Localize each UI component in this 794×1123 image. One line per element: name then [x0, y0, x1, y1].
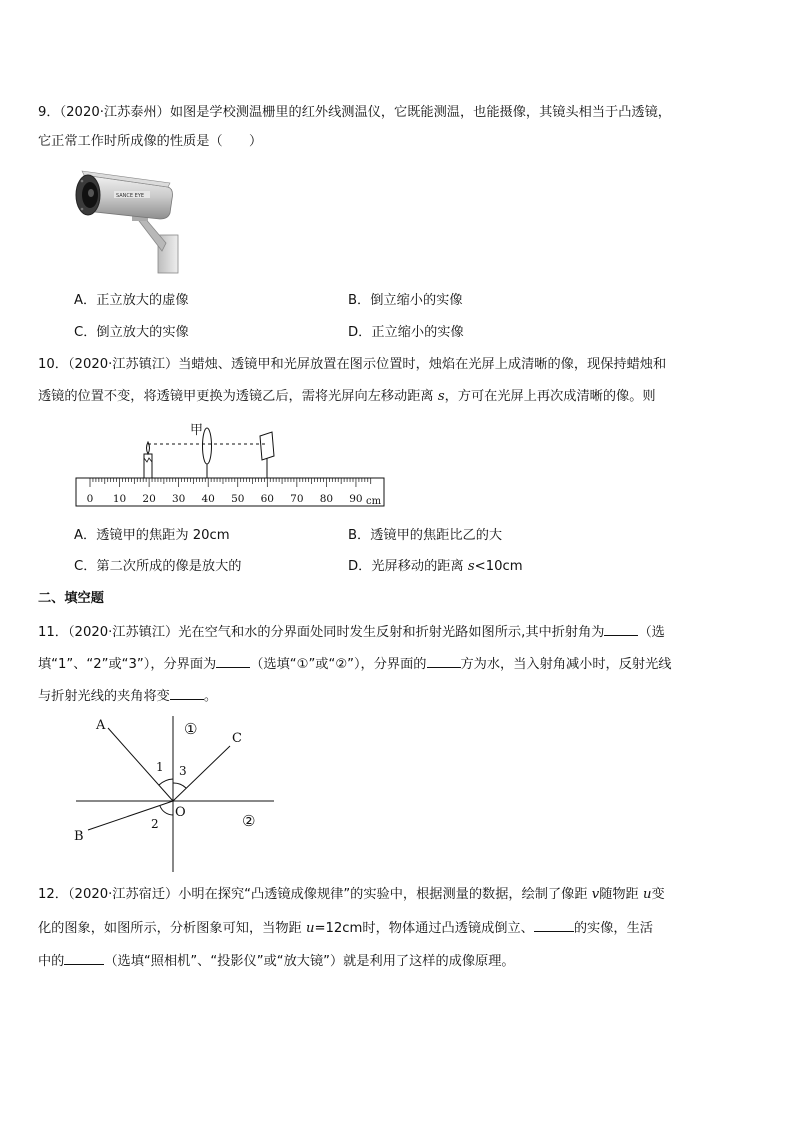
q12-line1-a: 小明在探究“凸透镜成像规律”的实验中，根据测量的数据，绘制了像距 [178, 887, 592, 902]
q10-option-d-pre: D．光屏移动的距离 [348, 559, 468, 574]
q11-line3-b: 。 [203, 689, 218, 704]
q10-source: （2020·江苏镇江） [67, 357, 179, 372]
ruler-labels [87, 493, 363, 505]
ruler-tick-label: 30 [171, 493, 186, 505]
ruler-tick-label: 60 [260, 493, 274, 505]
q11-line2-b: （选填“①”或“②”），分界面的 [250, 657, 427, 672]
q11-line1 [38, 621, 665, 643]
q12-line2-c: 的实像，生活 [573, 921, 653, 936]
ruler-tick-label: 40 [201, 493, 215, 505]
q12-line1-b: 随物距 [599, 887, 643, 902]
q9-line2 [38, 132, 262, 152]
q9-line1-text: 如图是学校测温栅里的红外线测温仪，它既能测温，也能摄像，其镜头相当于凸透镜， [169, 105, 671, 120]
q9-option-a: A．正立放大的虚像 [74, 293, 189, 308]
label-angle-2: 2 [151, 817, 159, 831]
q12-line3 [38, 950, 515, 972]
q9-option-b: B．倒立缩小的实像 [348, 293, 463, 308]
q11-source: （2020·江苏镇江） [67, 625, 179, 640]
angle-3-arc [173, 783, 186, 788]
ruler-ticks [90, 478, 371, 487]
q12-line3-a: 中的 [38, 954, 65, 969]
candle [144, 442, 152, 478]
q12-blank-2[interactable] [64, 950, 104, 965]
q11-number: 11． [38, 625, 68, 640]
label-c: C [232, 731, 242, 746]
label-region-1: ① [184, 720, 198, 738]
q11-blank-3[interactable] [427, 653, 461, 668]
angle-1-arc [159, 779, 173, 785]
lens-label: 甲 [190, 423, 204, 438]
q10-option-d [348, 557, 523, 577]
label-angle-1: 1 [156, 760, 164, 774]
q10-line1 [38, 355, 666, 375]
q12-line1 [38, 885, 665, 905]
q10-line2-post: ，方可在光屏上再次成清晰的像。则 [444, 389, 656, 404]
ruler-tick-label: 90 [349, 493, 363, 505]
q12-line2-b: =12cm时，物体通过凸透镜成倒立、 [314, 921, 534, 936]
q9-number: 9． [38, 105, 60, 120]
q12-blank-1[interactable] [534, 917, 574, 932]
ray-ob [88, 801, 173, 830]
q10-line2-pre: 透镜的位置不变，将透镜甲更换为透镜乙后，需将光屏向左移动距离 [38, 389, 438, 404]
q10-option-d-var: s [467, 559, 475, 574]
q10-var-s: s [437, 389, 445, 404]
ruler-tick-label: 70 [290, 493, 304, 505]
label-o: O [175, 805, 186, 820]
angle-2-arc [160, 806, 173, 815]
label-region-2: ② [242, 812, 256, 830]
q9-line2-text: 它正常工作时所成像的性质是（ ） [38, 134, 263, 149]
q10-option-b: B．透镜甲的焦距比乙的大 [348, 528, 503, 543]
q11-line1-a: 光在空气和水的分界面处同时发生反射和折射光路如图所示,其中折射角为 [178, 625, 605, 640]
q11-line2 [38, 653, 672, 675]
q10-option-c: C．第二次所成的像是放大的 [74, 559, 242, 574]
q9-line1 [38, 103, 671, 123]
ruler-unit: cm [366, 496, 382, 507]
label-a: A [96, 718, 106, 733]
q12-var-v: v [591, 887, 600, 902]
section-title: 二、填空题 [38, 591, 104, 606]
q12-var-u2: u [305, 921, 315, 936]
optical-bench-diagram [74, 418, 390, 510]
q11-line3-a: 与折射光线的夹角将变 [38, 689, 170, 704]
q12-line2-a: 化的图象，如图所示，分析图象可知，当物距 [38, 921, 306, 936]
q11-blank-4[interactable] [170, 685, 204, 700]
q12-line2 [38, 917, 653, 939]
q11-line1-b: （选 [638, 625, 665, 640]
q11-blank-2[interactable] [216, 653, 250, 668]
q10-option-d-post: <10cm [474, 559, 523, 574]
q12-var-u: u [642, 887, 652, 902]
ruler-tick-label: 0 [86, 493, 94, 505]
camera-brand-label: SANCE EYE [116, 193, 145, 199]
q10-line2 [38, 387, 656, 407]
refraction-diagram [70, 712, 280, 876]
light-screen [260, 432, 274, 460]
ruler-tick-label: 50 [231, 493, 245, 505]
ruler-tick-label: 20 [142, 493, 156, 505]
q11-blank-1[interactable] [604, 621, 638, 636]
q10-line1-text: 当蜡烛、透镜甲和光屏放置在图示位置时，烛焰在光屏上成清晰的像，现保持蜡烛和 [178, 357, 667, 372]
ruler-tick-label: 80 [319, 493, 334, 505]
q9-option-d: D．正立缩小的实像 [348, 325, 464, 340]
infrared-camera-image [74, 165, 184, 277]
q10-option-a: A．透镜甲的焦距为 20cm [74, 528, 230, 543]
convex-lens [203, 428, 212, 464]
q12-source: （2020·江苏宿迁） [67, 887, 179, 902]
q9-option-c: C．倒立放大的实像 [74, 325, 189, 340]
label-angle-3: 3 [179, 764, 187, 778]
label-b: B [74, 829, 84, 844]
ruler-tick-label: 10 [112, 493, 127, 505]
q11-line2-c: 方为水，当入射角减小时，反射光线 [460, 657, 672, 672]
q9-source: （2020·江苏泰州） [59, 105, 170, 120]
q11-line2-a: 填“1”、“2”或“3”），分界面为 [38, 657, 217, 672]
q11-line3 [38, 685, 217, 707]
q12-number: 12． [38, 887, 68, 902]
q12-line1-c: 变 [651, 887, 665, 902]
q12-line3-b: （选填“照相机”、“投影仪”或“放大镜”）就是利用了这样的成像原理。 [104, 954, 515, 969]
q10-number: 10． [38, 357, 68, 372]
